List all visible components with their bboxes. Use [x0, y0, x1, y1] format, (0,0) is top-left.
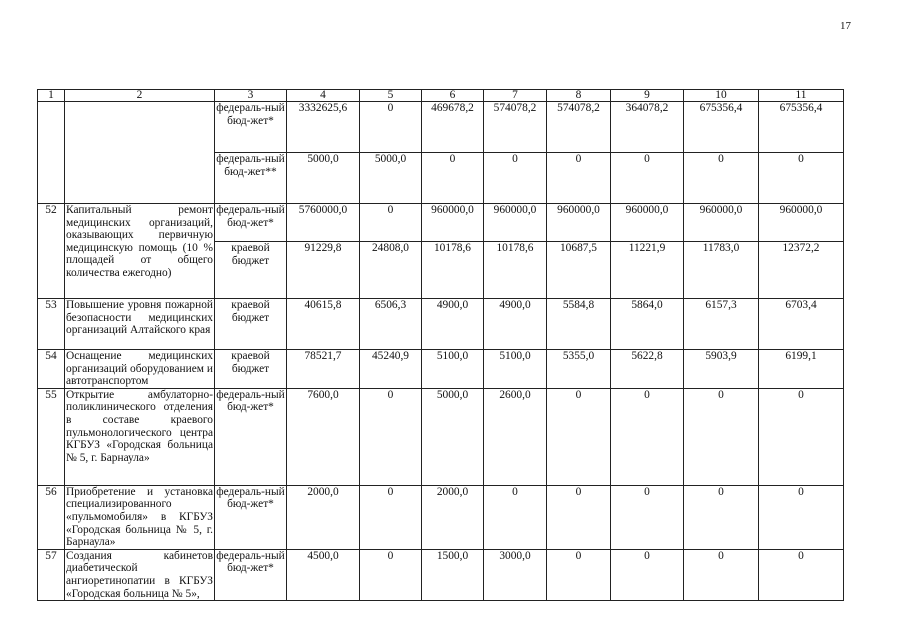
column-header: 7: [484, 90, 547, 102]
value-cell: 5000,0: [360, 153, 422, 204]
value-cell: 78521,7: [287, 350, 360, 389]
measure-name: Приобретение и установка специализированного «пульмомобиля» в КГБУЗ «Городская больница № 5, г. Барнаула»: [66, 485, 213, 549]
value-cell: 675356,4: [759, 102, 844, 153]
funding-source: федераль-ный бюд-жет*: [215, 388, 287, 485]
value-cell: 0: [684, 388, 759, 485]
value-cell: 10178,6: [484, 242, 547, 299]
value-cell: 0: [484, 153, 547, 204]
column-header: 3: [215, 90, 287, 102]
value-cell: 0: [547, 153, 611, 204]
value-cell: 0: [547, 549, 611, 600]
measure-name: Создания кабинетов диабетической ангиоретинопатии в КГБУЗ «Городская больница № 5»,: [66, 549, 213, 600]
value-cell: 0: [360, 388, 422, 485]
value-cell: 91229,8: [287, 242, 360, 299]
value-cell: 3000,0: [484, 549, 547, 600]
funding-source: федераль-ный бюд-жет*: [215, 549, 287, 600]
value-cell: 2000,0: [422, 485, 484, 549]
value-cell: 0: [360, 549, 422, 600]
column-header: 1: [38, 90, 65, 102]
value-cell: 0: [360, 102, 422, 153]
value-cell: 0: [611, 485, 684, 549]
value-cell: 574078,2: [484, 102, 547, 153]
value-cell: 5622,8: [611, 350, 684, 389]
column-header: 2: [65, 90, 215, 102]
value-cell: 960000,0: [759, 204, 844, 242]
value-cell: 0: [759, 485, 844, 549]
value-cell: 4500,0: [287, 549, 360, 600]
budget-table: [37, 89, 844, 601]
value-cell: 0: [611, 549, 684, 600]
value-cell: 11221,9: [611, 242, 684, 299]
value-cell: 1500,0: [422, 549, 484, 600]
value-cell: 5864,0: [611, 299, 684, 350]
value-cell: 2600,0: [484, 388, 547, 485]
row-number: 52: [38, 204, 65, 299]
value-cell: 0: [684, 485, 759, 549]
value-cell: 0: [759, 388, 844, 485]
table-row: [38, 102, 844, 153]
value-cell: 6506,3: [360, 299, 422, 350]
column-header: 4: [287, 90, 360, 102]
value-cell: 0: [484, 485, 547, 549]
value-cell: 574078,2: [547, 102, 611, 153]
value-cell: 0: [360, 485, 422, 549]
funding-source: федераль-ный бюд-жет*: [215, 485, 287, 549]
value-cell: 960000,0: [611, 204, 684, 242]
funding-source: федераль-ный бюд-жет**: [215, 153, 287, 204]
row-number: 55: [38, 388, 65, 485]
value-cell: 5760000,0: [287, 204, 360, 242]
measure-name: Повышение уровня пожарной безопасности медицинских организаций Алтайского края: [65, 299, 215, 350]
table-row: [38, 299, 844, 350]
funding-source: краевой бюджет: [215, 242, 287, 299]
value-cell: 0: [547, 388, 611, 485]
measure-name: Капитальный ремонт медицинских организаций, оказывающих первичную медицинскую помощь (10 % площадей от общего количества ежегодно): [65, 204, 215, 299]
value-cell: 960000,0: [484, 204, 547, 242]
row-number: 56: [38, 485, 65, 549]
column-header: 11: [759, 90, 844, 102]
table-row: [38, 204, 844, 242]
column-header: 8: [547, 90, 611, 102]
value-cell: 675356,4: [684, 102, 759, 153]
measure-name: Оснащение медицинских организаций оборудованием и автотранспортом: [66, 350, 213, 388]
value-cell: 0: [547, 485, 611, 549]
value-cell: 0: [684, 549, 759, 600]
value-cell: 364078,2: [611, 102, 684, 153]
value-cell: 40615,8: [287, 299, 360, 350]
value-cell: 4900,0: [422, 299, 484, 350]
value-cell: 5000,0: [287, 153, 360, 204]
column-header: 9: [611, 90, 684, 102]
funding-source: краевой бюджет: [215, 299, 287, 350]
value-cell: 6199,1: [759, 350, 844, 389]
header-row: [38, 90, 844, 102]
value-cell: 11783,0: [684, 242, 759, 299]
value-cell: 10687,5: [547, 242, 611, 299]
value-cell: 4900,0: [484, 299, 547, 350]
value-cell: 5584,8: [547, 299, 611, 350]
value-cell: 5100,0: [484, 350, 547, 389]
value-cell: 960000,0: [547, 204, 611, 242]
value-cell: 3332625,6: [287, 102, 360, 153]
value-cell: 12372,2: [759, 242, 844, 299]
funding-source: федераль-ный бюд-жет*: [215, 204, 287, 242]
value-cell: 0: [611, 388, 684, 485]
value-cell: 5100,0: [422, 350, 484, 389]
column-header: 10: [684, 90, 759, 102]
table-row: [38, 485, 844, 549]
page-number: 17: [840, 20, 851, 32]
value-cell: 0: [422, 153, 484, 204]
value-cell: 960000,0: [422, 204, 484, 242]
value-cell: 6157,3: [684, 299, 759, 350]
value-cell: 0: [611, 153, 684, 204]
value-cell: 7600,0: [287, 388, 360, 485]
row-number: 53: [38, 299, 65, 350]
funding-source: федераль-ный бюд-жет*: [215, 102, 287, 153]
funding-source: краевой бюджет: [215, 350, 287, 389]
column-header: 5: [360, 90, 422, 102]
column-header: 6: [422, 90, 484, 102]
table-row: [38, 549, 844, 600]
row-number: [38, 102, 65, 204]
value-cell: 469678,2: [422, 102, 484, 153]
value-cell: 0: [360, 204, 422, 242]
value-cell: 0: [684, 153, 759, 204]
value-cell: 0: [759, 549, 844, 600]
table-row: [38, 388, 844, 485]
value-cell: 960000,0: [684, 204, 759, 242]
value-cell: 6703,4: [759, 299, 844, 350]
row-number: 57: [38, 549, 65, 600]
value-cell: 24808,0: [360, 242, 422, 299]
row-number: 54: [38, 350, 65, 389]
value-cell: 45240,9: [360, 350, 422, 389]
value-cell: 5355,0: [547, 350, 611, 389]
measure-name: Открытие амбулаторно-поликлинического отделения в составе краевого пульмонологического центра КГБУЗ «Городская больница № 5, г. Барнаула»: [65, 388, 215, 485]
value-cell: 0: [759, 153, 844, 204]
value-cell: 5000,0: [422, 388, 484, 485]
value-cell: 5903,9: [684, 350, 759, 389]
value-cell: 2000,0: [287, 485, 360, 549]
measure-name: [65, 102, 215, 204]
value-cell: 10178,6: [422, 242, 484, 299]
table-row: [38, 350, 844, 389]
